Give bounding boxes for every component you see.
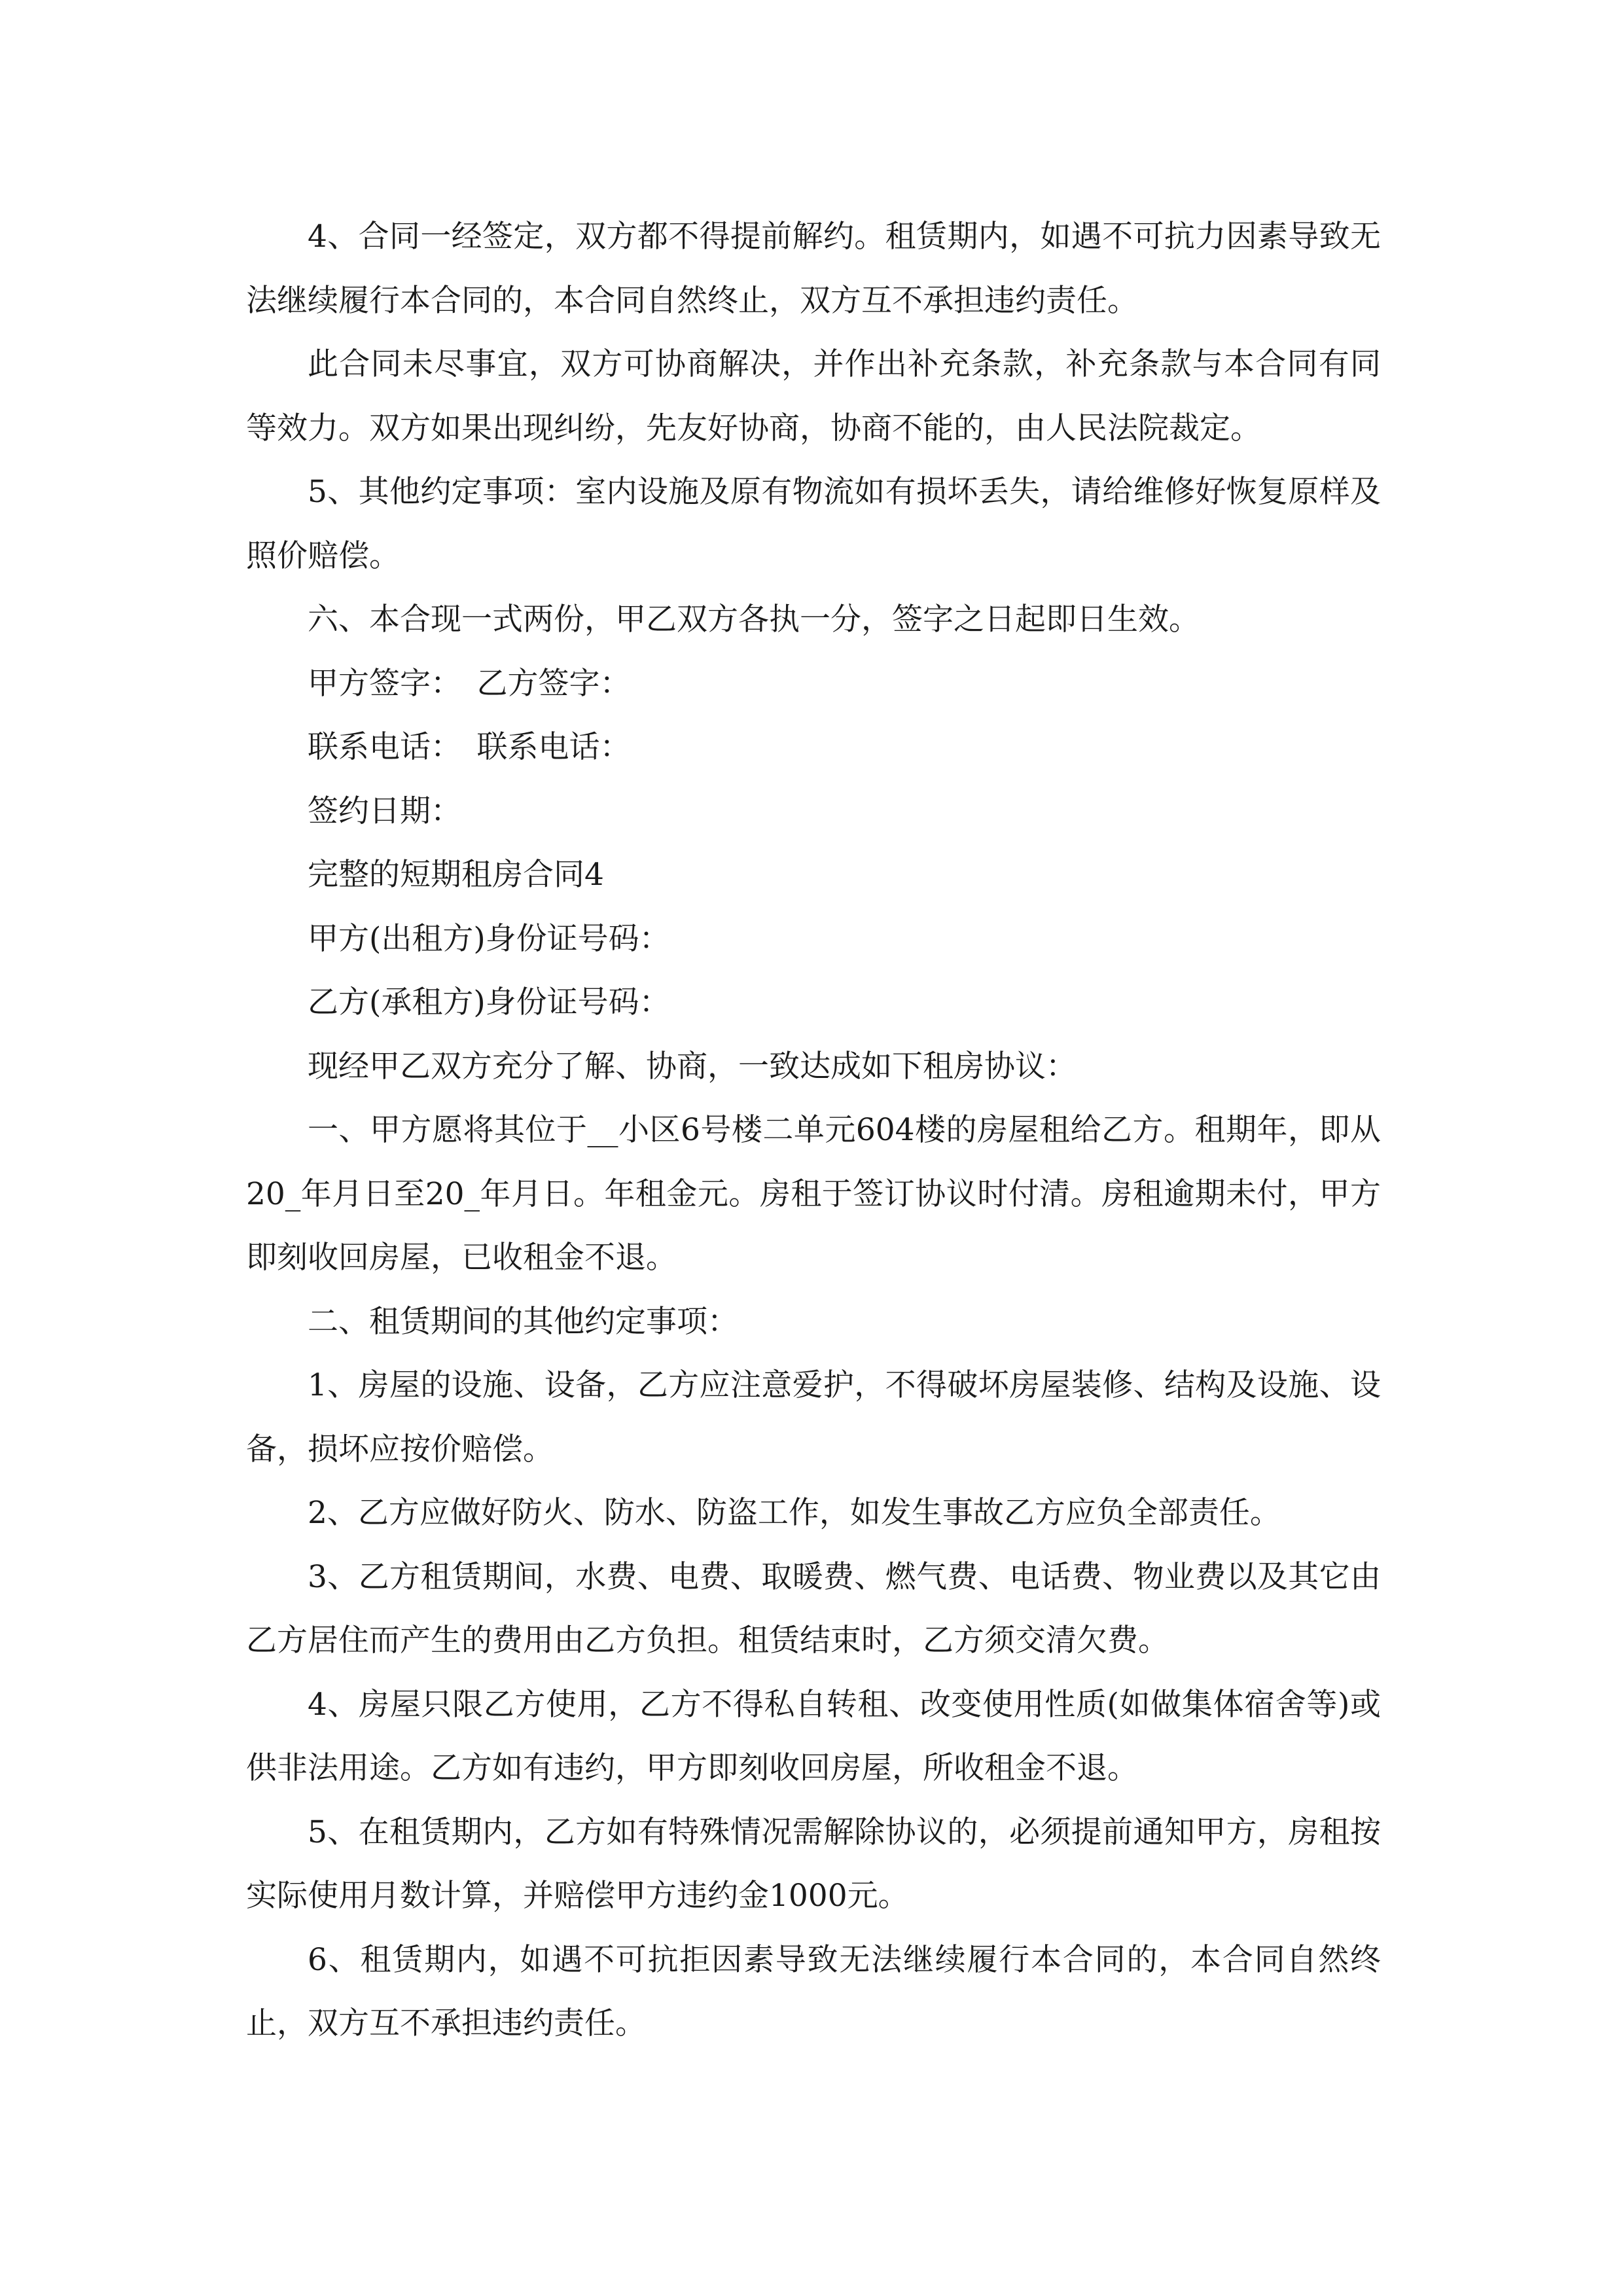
- contract-title: 完整的短期租房合同4: [308, 857, 604, 893]
- paragraph-clause-5-other-terms: 5、其他约定事项：室内设施及原有物流如有损坏丢失，请给维修好恢复原样及照价赔偿。: [246, 474, 1381, 574]
- paragraph-clause-1-lease: 一、甲方愿将其位于__小区6号楼二单元604楼的房屋租给乙方。租期年，即从20_年月日至20_年月日。年租金元。房租于签订协议时付清。房租逾期未付，甲方即刻收回房屋，已收租金不退。: [246, 1112, 1381, 1276]
- paragraph-item-4-usage: 4、房屋只限乙方使用，乙方不得私自转租、改变使用性质(如做集体宿舍等)或供非法用途。乙方如有违约，甲方即刻收回房屋，所收租金不退。: [246, 1686, 1381, 1786]
- paragraph-item-2-safety: 2、乙方应做好防火、防水、防盗工作，如发生事故乙方应负全部责任。: [308, 1495, 1281, 1531]
- paragraph-item-1-facilities: 1、房屋的设施、设备，乙方应注意爱护，不得破坏房屋装修、结构及设施、设备，损坏应按价赔偿。: [246, 1367, 1381, 1467]
- paragraph-clause-4-termination: 4、合同一经签定，双方都不得提前解约。租赁期内，如遇不可抗力因素导致无法继续履行本合同的，本合同自然终止，双方互不承担违约责任。: [246, 219, 1381, 319]
- paragraph-clause-6-copies: 六、本合现一式两份，甲乙双方各执一分，签字之日起即日生效。: [308, 601, 1200, 637]
- paragraph-supplementary-terms: 此合同未尽事宜，双方可协商解决，并作出补充条款，补充条款与本合同有同等效力。双方如果出现纠纷，先友好协商，协商不能的，由人民法院裁定。: [246, 346, 1381, 446]
- paragraph-item-5-early-termination: 5、在租赁期内，乙方如有特殊情况需解除协议的，必须提前通知甲方，房租按实际使用月数计算，并赔偿甲方违约金1000元。: [246, 1814, 1381, 1914]
- sign-date-line: 签约日期：: [308, 793, 461, 829]
- agreement-intro: 现经甲乙双方充分了解、协商，一致达成如下租房协议：: [308, 1048, 1077, 1085]
- signature-line: 甲方签字： 乙方签字：: [308, 665, 631, 702]
- document-body: [246, 205, 1381, 2056]
- paragraph-clause-2-heading: 二、租赁期间的其他约定事项：: [308, 1303, 738, 1340]
- party-b-id-line: 乙方(承租方)身份证号码：: [308, 984, 670, 1020]
- paragraph-item-6-force-majeure: 6、租赁期内，如遇不可抗拒因素导致无法继续履行本合同的，本合同自然终止，双方互不承担违约责任。: [246, 1941, 1381, 2041]
- paragraph-item-3-fees: 3、乙方租赁期间，水费、电费、取暖费、燃气费、电话费、物业费以及其它由乙方居住而产生的费用由乙方负担。租赁结束时，乙方须交清欠费。: [246, 1558, 1381, 1659]
- party-a-id-line: 甲方(出租方)身份证号码：: [308, 920, 670, 957]
- phone-line: 联系电话： 联系电话：: [308, 729, 631, 765]
